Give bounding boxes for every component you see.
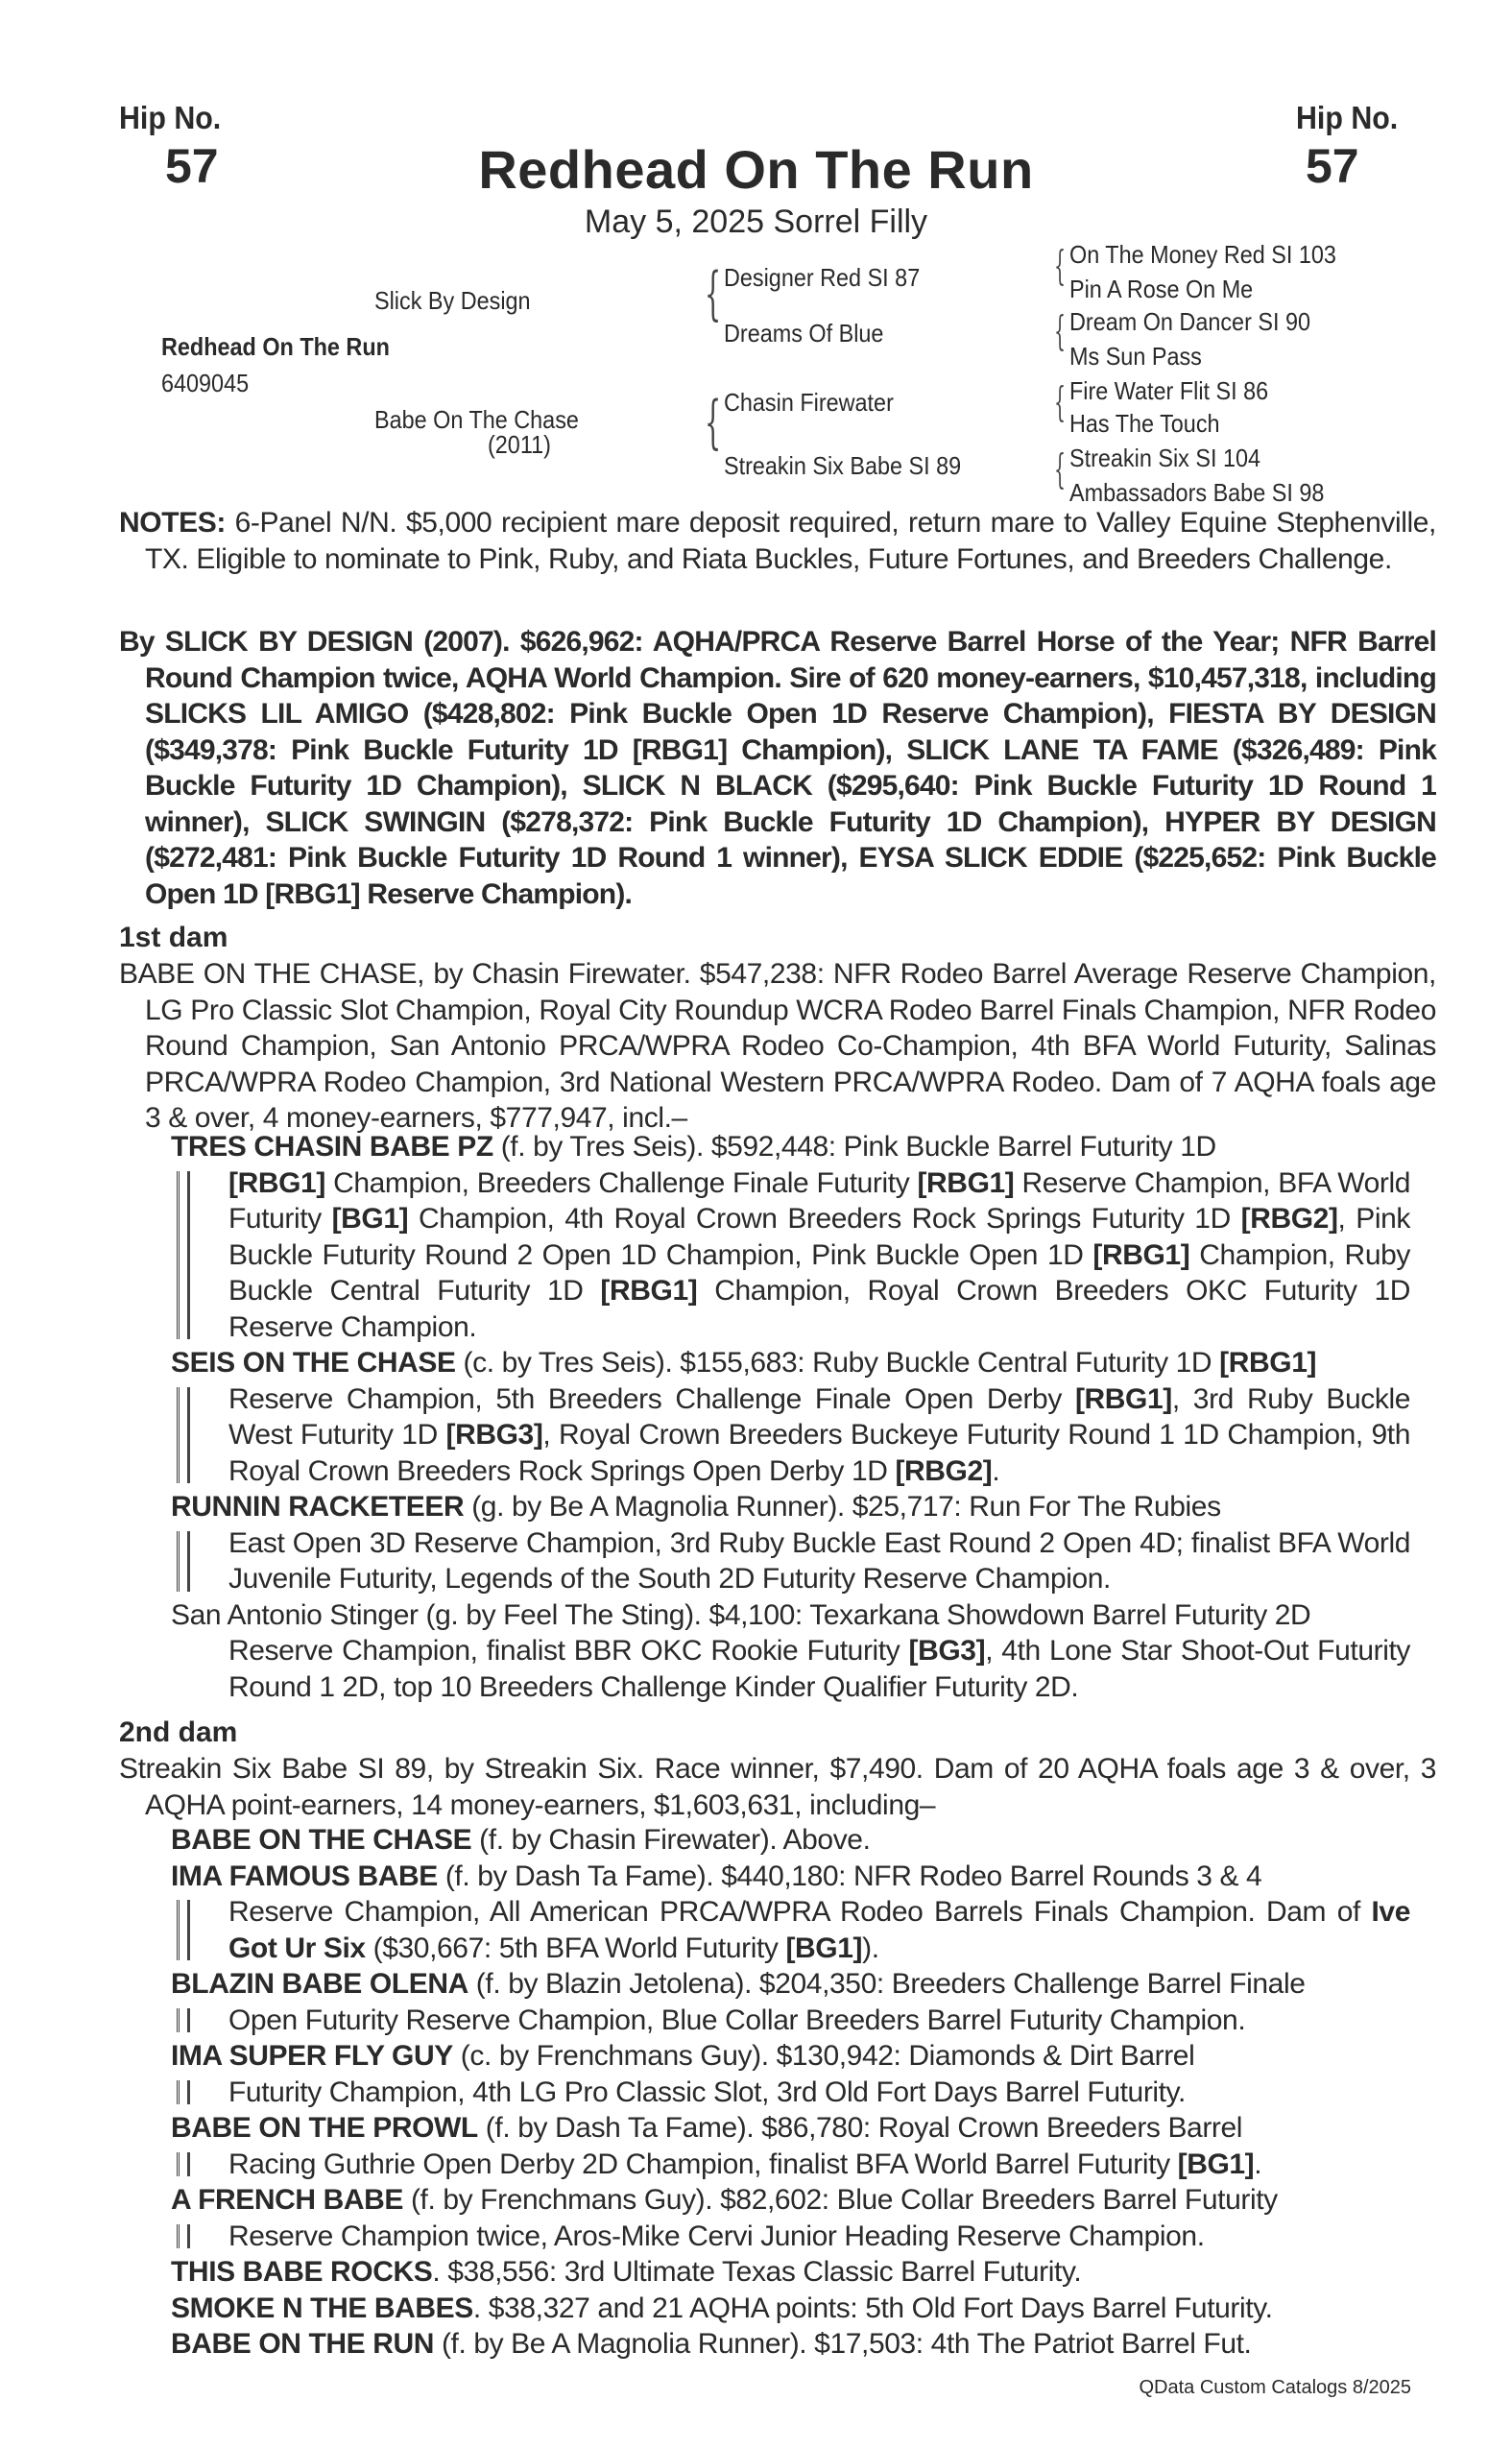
sire-paragraph: By SLICK BY DESIGN (2007). $626,962: AQHA/PRCA Reserve Barrel Horse of the Year; NFR Barrel Round Champion twice, AQHA World Champion. Sire of 620 money-earners, $10,457,318, including SLICKS LIL AMIGO ($428,802: Pink Buckle Open 1D Reserve Champion), FIESTA BY DESIGN ($349,378: Pink Buckle Futurity 1D [RBG1] Champion), SLICK LANE TA FAME ($326,489: Pink Buckle Futurity 1D Champion), SLICK N BLACK ($295,640: Pink Buckle Futurity 1D Round 1 winner), SLICK SWINGIN ($278,372: Pink Buckle Futurity 1D Champion), HYPER BY DESIGN ($272,481: Pink Buckle Futurity 1D Round 1 winner), EYSA SLICK EDDIE ($225,652: Pink Buckle Open 1D [RBG1] Reserve Champion).: [119, 626, 1436, 910]
produce-text: , 3rd Ruby Buckle West Futurity 1D: [228, 1382, 1411, 1451]
pedigree-sire: Slick By Design: [374, 286, 531, 315]
produce-first-text: (f. by Tres Seis). $592,448: Pink Buckle Barrel Futurity 1D: [492, 1131, 1216, 1163]
produce-text: ($30,667: 5th BFA World Futurity: [365, 1932, 786, 1964]
produce-entry: [171, 2110, 1410, 2182]
produce-text: Champion, 4th Royal Crown Breeders Rock Springs Futurity 1D: [408, 1203, 1241, 1235]
hip-label-left: Hip No.: [119, 100, 222, 135]
first-dam-name: BABE ON THE CHASE: [119, 958, 418, 990]
second-dam-heading: 2nd dam: [119, 1716, 238, 1748]
second-dam-paragraph: Streakin Six Babe SI 89, by Streakin Six. Race winner, $7,490. Dam of 20 AQHA foals age 3 & over, 3 AQHA point-earners, 14 money-earners, $1,603,631, including–: [119, 1753, 1436, 1821]
produce-continuation: [171, 2147, 1410, 2183]
produce-grade: [BG3]: [908, 1635, 986, 1667]
produce-name: BABE ON THE PROWL: [171, 2112, 478, 2144]
produce-text: Champion, Royal Crown Breeders OKC Futurity 1D Reserve Champion.: [228, 1275, 1410, 1343]
produce-name: A FRENCH BABE: [171, 2184, 404, 2216]
pedigree-g3: Dream On Dancer SI 90: [1069, 307, 1311, 336]
produce-text: East Open 3D Reserve Champion, 3rd Ruby Buckle East Round 2 Open 4D; finalist BFA World Juvenile Futurity, Legends of the South 2D Futurity Reserve Champion.: [228, 1526, 1410, 1595]
produce-first-line: [171, 1129, 1410, 1165]
produce-first-text: (c. by Frenchmans Guy). $130,942: Diamonds & Dirt Barrel: [452, 2040, 1195, 2072]
produce-first-line: [171, 2038, 1410, 2075]
produce-entry: [171, 2291, 1410, 2327]
pedigree-sire-dam: Dreams Of Blue: [724, 319, 884, 348]
produce-first-line: [171, 1597, 1410, 1634]
notes-paragraph: [119, 505, 1436, 577]
produce-text: .: [992, 1454, 1000, 1487]
produce-text: Champion, Ruby Buckle Central Futurity 1D: [228, 1238, 1410, 1307]
produce-first-line: [171, 2326, 1410, 2363]
produce-name: THIS BABE ROCKS: [171, 2256, 433, 2288]
produce-first-line: [171, 2254, 1410, 2291]
produce-text: ).: [862, 1932, 879, 1964]
hip-label-right: Hip No.: [1296, 100, 1399, 135]
produce-name: RUNNIN RACKETEER: [171, 1491, 465, 1523]
produce-continuation: [171, 2003, 1410, 2039]
produce-grade: [RBG1]: [1092, 1238, 1190, 1271]
produce-first-text: (g. by Be A Magnolia Runner). $25,717: Run For The Rubies: [464, 1491, 1221, 1523]
pedigree-g7: Streakin Six SI 104: [1069, 444, 1261, 472]
produce-text: , Royal Crown Breeders Buckeye Futurity Round 1 1D Champion, 9th Royal Crown Breeders Rock Springs Open Derby 1D: [228, 1419, 1410, 1487]
brace-sire: {: [705, 260, 722, 327]
produce-text: Reserve Champion, BFA World Futurity: [228, 1166, 1410, 1235]
produce-continuation: [171, 1894, 1410, 1966]
produce-grade: [BG1]: [785, 1932, 863, 1964]
pedigree-g6: Has The Touch: [1069, 409, 1220, 438]
produce-first-line: [171, 1489, 1410, 1525]
brace-g1: {: [1054, 242, 1067, 289]
produce-entry: [171, 1489, 1410, 1597]
produce-grade: [RBG1]: [917, 1166, 1015, 1199]
brace-dam: {: [705, 389, 722, 456]
produce-first-text: (f. by Chasin Firewater). Above.: [471, 1824, 871, 1856]
produce-entry: [171, 2254, 1410, 2291]
produce-text: Futurity Champion, 4th LG Pro Classic Slot, 3rd Old Fort Days Barrel Futurity.: [228, 2076, 1186, 2108]
produce-name: BABE ON THE RUN: [171, 2328, 435, 2360]
produce-first-text: . $38,556: 3rd Ultimate Texas Classic Barrel Futurity.: [432, 2256, 1082, 2288]
produce-continuation: [171, 1633, 1410, 1705]
produce-first-text: (c. by Tres Seis). $155,683: Ruby Buckle Central Futurity 1D: [455, 1347, 1220, 1379]
pedigree-dam-year: (2011): [488, 430, 551, 459]
produce-grade: [BG1]: [1177, 2148, 1255, 2180]
produce-first-text: (f. by Be A Magnolia Runner). $17,503: 4th The Patriot Barrel Fut.: [434, 2328, 1252, 2360]
produce-entry: [171, 1345, 1410, 1489]
pedigree-dam-sire: Chasin Firewater: [724, 388, 894, 417]
produce-text: Open Futurity Reserve Champion, Blue Collar Breeders Barrel Futurity Champion.: [228, 2004, 1246, 2036]
produce-first-line: [171, 2110, 1410, 2147]
catalog-footer: QData Custom Catalogs 8/2025: [1139, 2377, 1411, 2398]
produce-first-line: [171, 1345, 1410, 1381]
produce-grade: [RBG2]: [895, 1454, 993, 1487]
pedigree-dam: Babe On The Chase: [374, 405, 579, 434]
produce-first-text: (f. by Blazin Jetolena). $204,350: Breeders Challenge Barrel Finale: [468, 1968, 1306, 2000]
produce-name: TRES CHASIN BABE PZ: [171, 1131, 493, 1163]
produce-grade: Ive Got Ur Six: [228, 1896, 1410, 1964]
produce-name: IMA SUPER FLY GUY: [171, 2040, 453, 2072]
produce-continuation: [171, 1381, 1410, 1490]
produce-grade: [RBG1]: [600, 1275, 698, 1307]
produce-text: Reserve Champion, 5th Breeders Challenge Finale Open Derby: [228, 1382, 1075, 1415]
produce-entry: [171, 2326, 1410, 2363]
foaling-date-subtitle: May 5, 2025 Sorrel Filly: [584, 204, 928, 240]
produce-entry: [171, 1822, 1410, 1859]
hip-number-left: 57: [165, 139, 219, 193]
produce-name: BLAZIN BABE OLENA: [171, 1968, 468, 2000]
brace-g2: {: [1054, 307, 1067, 354]
first-dam-heading: 1st dam: [119, 922, 228, 953]
produce-first-text: (f. by Dash Ta Fame). $86,780: Royal Crown Breeders Barrel: [477, 2112, 1243, 2144]
produce-first-line: [171, 1822, 1410, 1859]
produce-text: Reserve Champion, All American PRCA/WPRA Rodeo Barrels Finals Champion. Dam of: [228, 1896, 1372, 1928]
produce-entry: [171, 1966, 1410, 2038]
produce-grade: [RBG1]: [1219, 1347, 1317, 1379]
produce-continuation: [171, 2219, 1410, 2255]
produce-name: SEIS ON THE CHASE: [171, 1347, 456, 1379]
brace-g4: {: [1054, 445, 1067, 492]
pedigree-g8: Ambassadors Babe SI 98: [1069, 478, 1325, 507]
produce-name: BABE ON THE CHASE: [171, 1824, 472, 1856]
pedigree-sire-sire: Designer Red SI 87: [724, 263, 921, 292]
produce-continuation: [171, 1525, 1410, 1597]
produce-name: IMA FAMOUS BABE: [171, 1860, 438, 1892]
produce-text: .: [1254, 2148, 1262, 2180]
first-dam-text: , by Chasin Firewater. $547,238: NFR Rodeo Barrel Average Reserve Champion, LG Pro Classic Slot Champion, Royal City Roundup WCRA Rodeo Barrel Finals Champion, NFR Rodeo Round Champion, San Antonio PRCA/WPRA Rodeo Co-Champion, 4th BFA World Futurity, Salinas PRCA/WPRA Rodeo Champion, 3rd National Western PRCA/WPRA Rodeo. Dam of 7 AQHA foals age 3 & over, 4 money-earners, $777,947, incl.–: [145, 958, 1436, 1134]
produce-first-text: . $38,327 and 21 AQHA points: 5th Old Fort Days Barrel Futurity.: [472, 2292, 1273, 2324]
pedigree-g1: On The Money Red SI 103: [1069, 240, 1336, 269]
produce-grade: [RBG2]: [1240, 1203, 1338, 1235]
pedigree-g4: Ms Sun Pass: [1069, 342, 1202, 371]
produce-grade: [RBG3]: [445, 1419, 543, 1451]
produce-entry: [171, 2182, 1410, 2254]
produce-entry: [171, 1597, 1410, 1706]
first-dam-paragraph: [119, 956, 1436, 1137]
produce-text: , 4th Lone Star Shoot-Out Futurity Round 1 2D, top 10 Breeders Challenge Kinder Qualifier Futurity 2D.: [228, 1635, 1410, 1703]
produce-grade: [RBG1]: [228, 1166, 325, 1199]
produce-continuation: [171, 2075, 1410, 2111]
produce-text: Reserve Champion, finalist BBR OKC Rookie Futurity: [228, 1635, 909, 1667]
produce-first-line: [171, 1859, 1410, 1895]
pedigree-g2: Pin A Rose On Me: [1069, 275, 1254, 303]
produce-text: Champion, Breeders Challenge Finale Futurity: [324, 1166, 918, 1199]
hip-number-right: 57: [1306, 139, 1359, 193]
produce-continuation: [171, 1165, 1410, 1346]
produce-grade: [RBG1]: [1074, 1382, 1172, 1415]
produce-text: Racing Guthrie Open Derby 2D Champion, finalist BFA World Barrel Futurity: [228, 2148, 1178, 2180]
brace-g3: {: [1054, 378, 1067, 425]
produce-entry: [171, 2038, 1410, 2110]
produce-first-text: (f. by Frenchmans Guy). $82,602: Blue Collar Breeders Barrel Futurity: [403, 2184, 1278, 2216]
produce-first-text: (f. by Dash Ta Fame). $440,180: NFR Rodeo Barrel Rounds 3 & 4: [437, 1860, 1262, 1892]
produce-entry: [171, 1859, 1410, 1967]
produce-first-text: (g. by Feel The Sting). $4,100: Texarkana Showdown Barrel Futurity 2D: [418, 1598, 1311, 1631]
pedigree-g5: Fire Water Flit SI 86: [1069, 376, 1269, 405]
produce-name: San Antonio Stinger: [171, 1598, 419, 1631]
second-dam-produce-list: [171, 1822, 1410, 2363]
produce-name: SMOKE N THE BABES: [171, 2292, 473, 2324]
produce-text: Reserve Champion twice, Aros-Mike Cervi Junior Heading Reserve Champion.: [228, 2220, 1205, 2252]
first-dam-produce-list: [171, 1129, 1410, 1705]
horse-name-title: Redhead On The Run: [478, 139, 1034, 200]
produce-first-line: [171, 2182, 1410, 2219]
notes-text: 6-Panel N/N. $5,000 recipient mare deposit required, return mare to Valley Equine Stephenville, TX. Eligible to nominate to Pink, Ruby, and Riata Buckles, Future Fortunes, and Breeders Challenge.: [145, 507, 1436, 575]
produce-entry: [171, 1129, 1410, 1345]
produce-text: , Pink Buckle Futurity Round 2 Open 1D Champion, Pink Buckle Open 1D: [228, 1203, 1410, 1271]
notes-label: NOTES:: [119, 507, 226, 539]
pedigree-registration: 6409045: [161, 369, 250, 397]
produce-first-line: [171, 2291, 1410, 2327]
pedigree-dam-dam: Streakin Six Babe SI 89: [724, 451, 962, 480]
pedigree-subject: Redhead On The Run: [161, 332, 390, 361]
produce-first-line: [171, 1966, 1410, 2003]
produce-grade: [BG1]: [331, 1203, 409, 1235]
